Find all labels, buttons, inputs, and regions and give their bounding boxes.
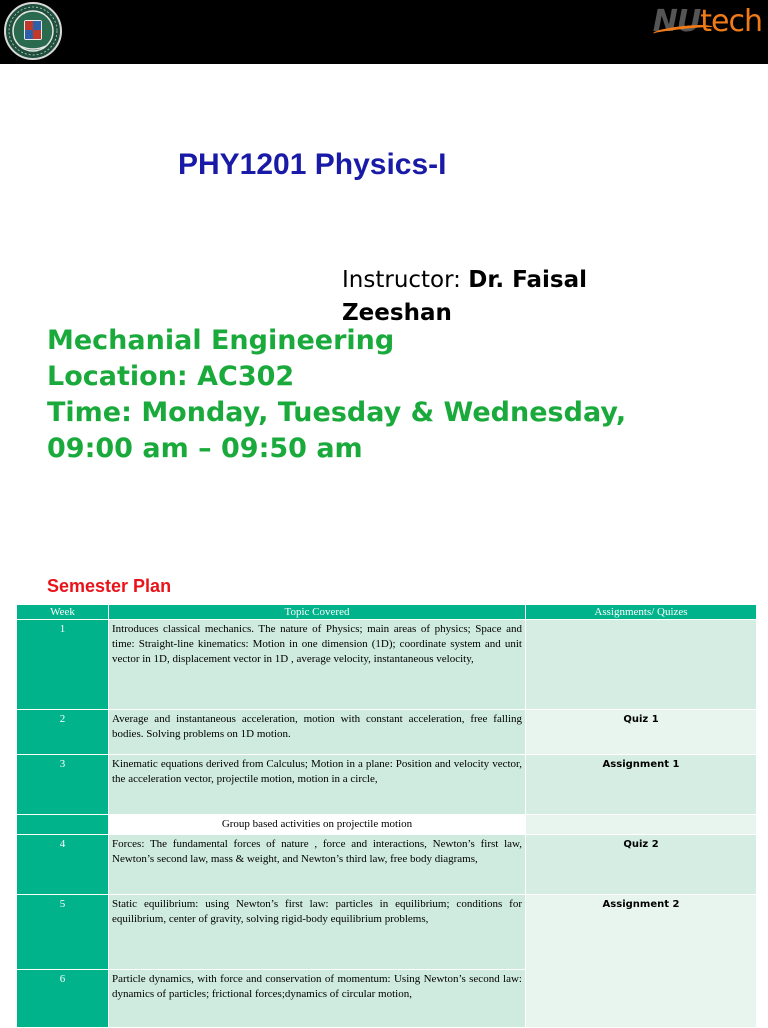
department-line: Mechanial Engineering xyxy=(47,325,395,356)
course-title: PHY1201 Physics-I xyxy=(178,148,447,181)
week-cell: 3 xyxy=(17,755,109,815)
week-cell: 4 xyxy=(17,835,109,895)
topic-cell: Forces: The fundamental forces of nature , force and interactions, Newton’s first law, Newton’s second law, mass & weight, and Newton’s third law, free body diagrams, xyxy=(109,835,526,895)
instructor-info xyxy=(342,264,672,330)
topic-cell: Kinematic equations derived from Calculus; Motion in a plane: Position and velocity vector, the acceleration vector, projectile motion, motion in a circle, xyxy=(109,755,526,815)
week-cell: 6 xyxy=(17,970,109,1028)
brand-tech-text: tech xyxy=(700,4,762,39)
assessment-cell: Quiz 1 xyxy=(526,710,757,755)
time-hours-line: 09:00 am – 09:50 am xyxy=(47,433,363,464)
week-cell xyxy=(17,815,109,835)
semester-plan-heading: Semester Plan xyxy=(47,576,172,596)
table-row xyxy=(17,755,757,815)
topic-cell: Group based activities on projectile motion xyxy=(109,815,526,835)
location-line: Location: AC302 xyxy=(47,361,295,392)
table-row xyxy=(17,895,757,970)
brand-nu-text: NU xyxy=(652,4,701,39)
assessment-cell: Assignment 2 xyxy=(526,895,757,1028)
assessment-cell xyxy=(526,815,757,835)
table-header-row xyxy=(17,605,757,620)
table-row xyxy=(17,710,757,755)
topic-cell: Static equilibrium: using Newton’s first law: particles in equilibrium; conditions for equilibrium, center of gravity, solving rigid-body equilibrium problems, xyxy=(109,895,526,970)
nutech-logo xyxy=(653,2,762,42)
week-cell: 1 xyxy=(17,620,109,710)
column-header-topic: Topic Covered xyxy=(109,605,526,620)
week-cell: 5 xyxy=(17,895,109,970)
instructor-name: Dr. Faisal Zeeshan xyxy=(342,267,588,326)
column-header-assessment: Assignments/ Quizes xyxy=(526,605,757,620)
assessment-cell: Assignment 1 xyxy=(526,755,757,815)
topic-cell: Average and instantaneous acceleration, motion with constant acceleration, free falling bodies. Solving problems on 1D motion. xyxy=(109,710,526,755)
header-bar xyxy=(0,0,768,64)
topic-cell: Introduces classical mechanics. The nature of Physics; main areas of physics; Space and time: Straight-line kinematics: Motion in one dimension (1D); coordinate system and unit vector in 1D, displacement vector in 1D , average velocity, instantaneous velocity, xyxy=(109,620,526,710)
semester-plan-table xyxy=(16,604,757,1028)
week-cell: 2 xyxy=(17,710,109,755)
table-row xyxy=(17,620,757,710)
instructor-label: Instructor: xyxy=(342,267,469,293)
assessment-cell: Quiz 2 xyxy=(526,835,757,895)
course-details xyxy=(47,323,762,467)
column-header-week: Week xyxy=(17,605,109,620)
time-line: Time: Monday, Tuesday & Wednesday, xyxy=(47,397,627,428)
topic-cell: Particle dynamics, with force and conservation of momentum: Using Newton’s second law: dynamics of particles; frictional forces;dynamics of circular motion, xyxy=(109,970,526,1028)
assessment-cell xyxy=(526,620,757,710)
table-row xyxy=(17,835,757,895)
table-row xyxy=(17,815,757,835)
university-seal-icon xyxy=(4,2,62,60)
